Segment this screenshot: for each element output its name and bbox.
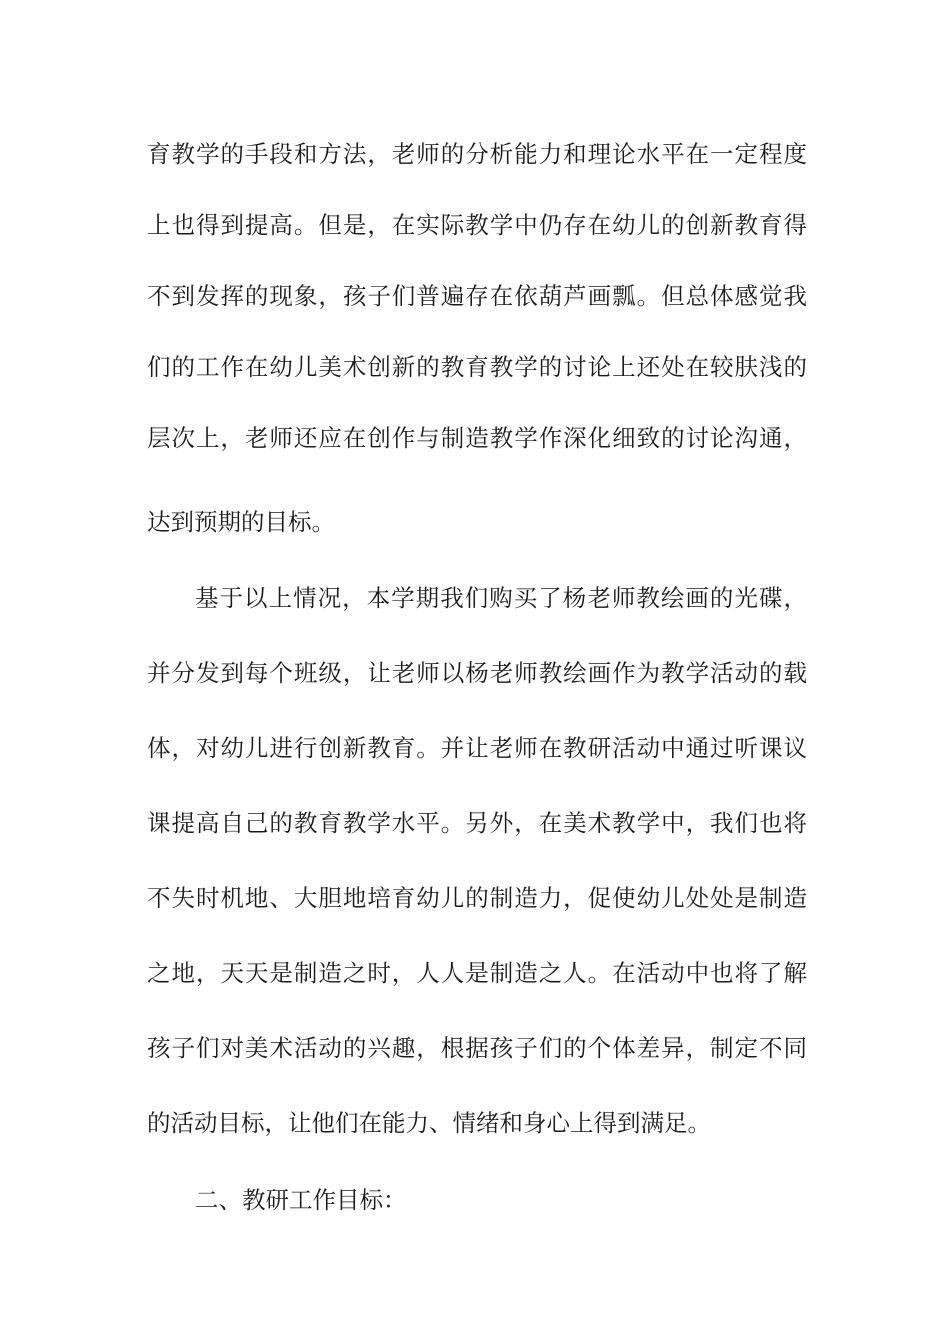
paragraph-line: 体，对幼儿进行创新教育。并让老师在教研活动中通过听课议 [147, 734, 807, 762]
paragraph-line: 层次上，老师还应在创作与制造教学作深化细致的讨论沟通， [147, 424, 807, 452]
paragraph-line: 们的工作在幼儿美术创新的教育教学的讨论上还处在较肤浅的 [147, 353, 807, 381]
paragraph-line: 上也得到提高。但是，在实际教学中仍存在幼儿的创新教育得 [147, 211, 807, 239]
paragraph-line: 不到发挥的现象，孩子们普遍存在依葫芦画瓢。但总体感觉我 [147, 282, 807, 310]
paragraph-line: 达到预期的目标。 [147, 508, 335, 536]
paragraph-line: 基于以上情况，本学期我们购买了杨老师教绘画的光碟， [195, 584, 807, 612]
section-heading: 二、教研工作目标： [195, 1186, 407, 1214]
paragraph-line: 之地，天天是制造之时，人人是制造之人。在活动中也将了解 [147, 959, 807, 987]
paragraph-line: 课提高自己的教育教学水平。另外，在美术教学中，我们也将 [147, 809, 807, 837]
paragraph-line: 不失时机地、大胆地培育幼儿的制造力，促使幼儿处处是制造 [147, 884, 807, 912]
paragraph-line: 的活动目标，让他们在能力、情绪和身心上得到满足。 [147, 1109, 711, 1137]
paragraph-line: 育教学的手段和方法，老师的分析能力和理论水平在一定程度 [147, 140, 807, 168]
paragraph-line: 并分发到每个班级，让老师以杨老师教绘画作为教学活动的载 [147, 659, 807, 687]
paragraph-line: 孩子们对美术活动的兴趣，根据孩子们的个体差异，制定不同 [147, 1034, 807, 1062]
